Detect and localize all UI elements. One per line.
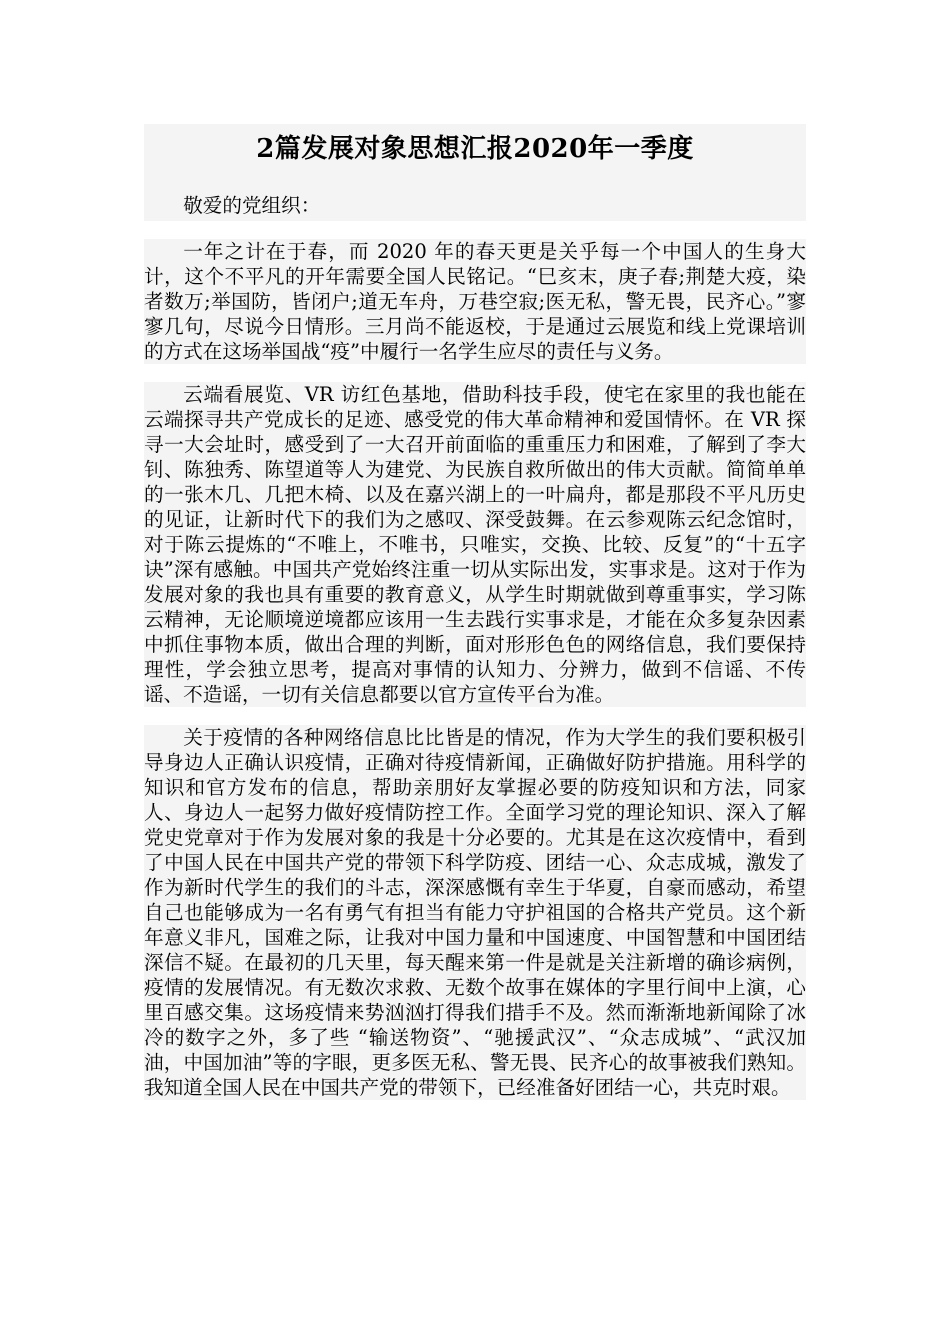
salutation-block [144, 177, 806, 221]
paragraph: 云端看展览、VR 访红色基地，借助科技手段，使宅在家里的我也能在云端探寻共产党成长的足迹、感受党的伟大革命精神和爱国情怀。在 VR 探寻一大会址时，感受到了一大召开前面临的重重压力和困难，了解到了李大钊、陈独秀、陈望道等人为建党、为民族自救所做出的伟大贡献。简简单单的一张木几、几把木椅、以及在嘉兴湖上的一叶扁舟，都是那段不平凡历史的见证，让新时代下的我们为之感叹、深受鼓舞。在云参观陈云纪念馆时，对于陈云提炼的“不唯上，不唯书，只唯实，交换、比较、反复”的“十五字诀”深有感触。中国共产党始终注重一切从实际出发，实事求是。这对于作为发展对象的我也具有重要的教育意义，从学生时期就做到尊重事实，学习陈云精神，无论顺境逆境都应该用一生去践行实事求是，才能在众多复杂因素中抓住事物本质，做出合理的判断，面对形形色色的网络信息，我们要保持理性，学会独立思考，提高对事情的认知力、分辨力，做到不信谣、不传谣、不造谣，一切有关信息都要以官方宣传平台为准。 [144, 383, 806, 706]
paragraph: 一年之计在于春，而 2020 年的春天更是关乎每一个中国人的生身大计，这个不平凡的开年需要全国人民铭记。“巳亥末，庚子春;荆楚大疫，染者数万;举国防，皆闭户;道无车舟，万巷空寂;医无私，警无畏，民齐心。”寥寥几句，尽说今日情形。三月尚不能返校，于是通过云展览和线上党课培训的方式在这场举国战“疫”中履行一名学生应尽的责任与义务。 [144, 240, 806, 363]
paragraph-block-3 [144, 725, 806, 1100]
document-title: 2篇发展对象思想汇报2020年一季度 [256, 134, 694, 164]
paragraph-block-2 [144, 382, 806, 707]
title-block [144, 124, 806, 177]
paragraph-gap [144, 707, 806, 725]
paragraph: 关于疫情的各种网络信息比比皆是的情况，作为大学生的我们要积极引导身边人正确认识疫情，正确对待疫情新闻，正确做好防护措施。用科学的知识和官方发布的信息，帮助亲朋好友掌握必要的防疫知识和方法，同家人、身边人一起努力做好疫情防控工作。全面学习党的理论知识、深入了解党史党章对于作为发展对象的我是十分必要的。尤其是在这次疫情中，看到了中国人民在中国共产党的带领下科学防疫、团结一心、众志成城，激发了作为新时代学生的我们的斗志，深深感慨有幸生于华夏，自豪而感动，希望自己也能够成为一名有勇气有担当有能力守护祖国的合格共产党员。这个新年意义非凡，国难之际，让我对中国力量和中国速度、中国智慧和中国团结深信不疑。在最初的几天里，每天醒来第一件是就是关注新增的确诊病例，疫情的发展情况。有无数次求救、无数个故事在媒体的字里行间中上演，心里百感交集。这场疫情来势汹汹打得我们措手不及。然而渐渐地新闻除了冰冷的数字之外，多了些 “输送物资”、“驰援武汉”、“众志成城”、“武汉加油，中国加油”等的字眼，更多医无私、警无畏、民齐心的故事被我们熟知。我知道全国人民在中国共产党的带领下，已经准备好团结一心，共克时艰。 [144, 726, 806, 1099]
paragraph-gap [144, 221, 806, 239]
document-page [144, 124, 806, 1100]
salutation: 敬爱的党组织： [183, 194, 321, 217]
paragraph-gap [144, 364, 806, 382]
paragraph-block-1 [144, 239, 806, 364]
